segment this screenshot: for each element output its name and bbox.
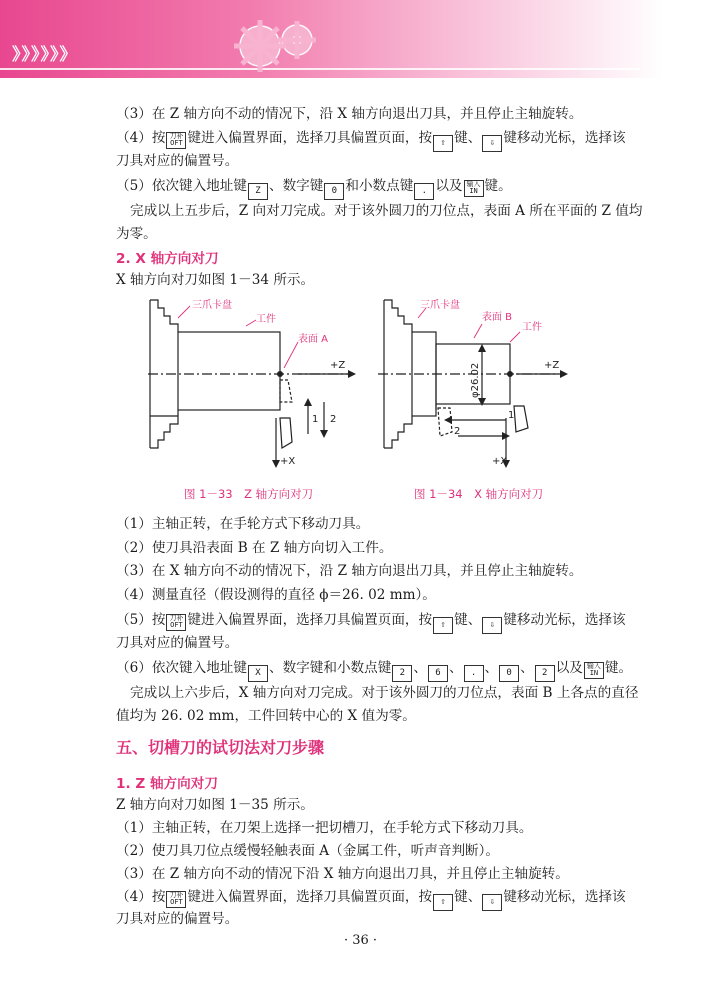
step-b5-part4: 键移动光标，选择该 (503, 612, 626, 628)
fig33-step2: 2 (330, 414, 337, 425)
x-address-key[interactable]: X (248, 665, 268, 682)
heading-x-axis: 2. X 轴方向对刀 (116, 251, 219, 267)
step-a4-part4: 键移动光标，选择该 (503, 130, 626, 146)
figure-1-33-caption: 图 1－33 Z 轴方向对刀 (184, 487, 314, 501)
page-header (0, 0, 721, 78)
zero-key[interactable]: 0 (324, 183, 344, 200)
fig33-label-surface: 表面 A (298, 334, 329, 345)
step-a5-part3: 和小数点键 (345, 178, 414, 194)
offset-key[interactable] (166, 891, 186, 908)
step-b5-part1: （5）按 (116, 612, 166, 628)
down-arrow-key[interactable]: ⇩ (482, 617, 502, 634)
offset-key-top: 刀补 (169, 614, 184, 622)
step-a4-part2: 键进入偏置界面，选择刀具偏置页面，按 (187, 130, 433, 146)
input-key-bottom: IN (469, 187, 478, 195)
fig34-diameter-label: φ26.02 (470, 362, 481, 398)
sep: 、 (484, 660, 499, 676)
step-b6-part3: 以及 (555, 660, 583, 676)
sep: 、 (448, 660, 463, 676)
input-key[interactable] (584, 662, 604, 679)
offset-key[interactable] (166, 132, 186, 149)
step-b5-part2: 键进入偏置界面，选择刀具偏置页面，按 (187, 612, 433, 628)
z-address-key[interactable]: Z (248, 183, 268, 200)
heading-z-axis: 1. Z 轴方向对刀 (116, 776, 218, 792)
up-arrow-key[interactable]: ⇧ (433, 894, 453, 911)
digit-2-key[interactable]: 2 (535, 665, 555, 682)
dot-key[interactable]: . (414, 183, 434, 200)
digit-6-key[interactable]: 6 (428, 665, 448, 682)
step-a4-part3: 键、 (454, 130, 482, 146)
section-5-title: 五、切槽刀的试切法对刀步骤 (116, 738, 325, 757)
step-b5-part3: 键、 (454, 612, 482, 628)
step-b5-cont: 刀具对应的偏置号。 (116, 635, 239, 651)
step-a5-part4: 以及 (435, 178, 463, 194)
fig33-label-workpiece: 工件 (256, 314, 276, 325)
step-c4-part2: 键进入偏置界面，选择刀具偏置页面，按 (187, 889, 433, 905)
input-key-bottom: IN (589, 669, 599, 677)
step-c4-part3: 键、 (454, 889, 482, 905)
offset-key[interactable] (166, 614, 186, 631)
fig34-label-surface: 表面 B (482, 312, 513, 323)
summary-a-line2: 为零。 (116, 226, 157, 242)
step-b1: （1）主轴正转，在手轮方式下移动刀具。 (116, 516, 370, 532)
input-key-top: 输入 (586, 662, 601, 670)
figure-1-34 (378, 298, 578, 470)
fig34-step2: 2 (454, 426, 461, 437)
step-b4: （4）测量直径（假设测得的直径 ϕ＝26. 02 mm）。 (116, 587, 436, 603)
fig34-axis-z: +Z (544, 360, 560, 371)
z-axis-intro: Z 轴方向对刀如图 1－35 所示。 (116, 797, 314, 813)
step-b6-part4: 键。 (604, 660, 633, 676)
step-c1: （1）主轴正转，在刀架上选择一把切槽刀，在手轮方式下移动刀具。 (116, 820, 533, 836)
summary-a-line1: 完成以上五步后，Z 向对刀完成。对于该外圆刀的刀位点，表面 A 所在平面的 Z 值均 (130, 203, 643, 219)
fig33-axis-z: +Z (330, 360, 346, 371)
offset-key-bottom: OFT (170, 139, 183, 147)
step-a5 (116, 176, 512, 200)
digit-2-key[interactable]: 2 (392, 665, 412, 682)
step-a4-part1: （4）按 (116, 130, 166, 146)
step-a5-part2: 、数字键 (269, 178, 324, 194)
step-b2: （2）使刀具沿表面 B 在 Z 轴方向切入工件。 (116, 540, 393, 556)
step-a4-cont: 刀具对应的偏置号。 (116, 153, 239, 169)
input-key[interactable] (464, 180, 484, 197)
step-a4 (116, 128, 626, 152)
step-c4-part1: （4）按 (116, 889, 166, 905)
offset-key-bottom: OFT (170, 621, 183, 629)
fig34-label-workpiece: 工件 (522, 322, 542, 333)
x-axis-intro: X 轴方向对刀如图 1－34 所示。 (116, 272, 315, 288)
step-a5-part5: 键。 (484, 178, 512, 194)
fig33-axis-x: +X (280, 456, 296, 467)
step-b3: （3）在 X 轴方向不动的情况下，沿 Z 轴方向退出刀具，并且停止主轴旋转。 (116, 563, 583, 579)
offset-key-bottom: OFT (170, 898, 183, 906)
step-c4 (116, 887, 626, 911)
figure-1-33 (148, 298, 360, 470)
step-b6-part2: 、数字键和小数点键 (269, 660, 392, 676)
sep: 、 (413, 660, 427, 676)
offset-key-top: 刀补 (169, 132, 184, 140)
summary-b-line2: 值均为 26. 02 mm，工件回转中心的 X 值为零。 (116, 708, 416, 724)
step-c4-cont: 刀具对应的偏置号。 (116, 911, 239, 927)
down-arrow-key[interactable]: ⇩ (482, 894, 502, 911)
chevron-decoration: 》》》》》》 (12, 45, 78, 65)
step-c4-part4: 键移动光标，选择该 (503, 889, 626, 905)
step-b5 (116, 610, 626, 634)
page-number: · 36 · (343, 933, 378, 948)
fig34-axis-x: +X (492, 456, 508, 467)
fig34-label-chuck: 三爪卡盘 (420, 300, 460, 311)
step-a5-part1: （5）依次键入地址键 (116, 178, 247, 194)
step-b6-part1: （6）依次键入地址键 (116, 660, 247, 676)
down-arrow-key[interactable]: ⇩ (482, 135, 502, 152)
summary-b-line1: 完成以上六步后，X 轴方向对刀完成。对于该外圆刀的刀位点，表面 B 上各点的直径 (130, 685, 639, 701)
fig34-step1: 1 (508, 410, 515, 421)
up-arrow-key[interactable]: ⇧ (433, 617, 453, 634)
step-c2: （2）使刀具刀位点缓慢轻触表面 A（金属工件，听声音判断）。 (116, 843, 500, 859)
figure-1-34-caption: 图 1－34 X 轴方向对刀 (414, 487, 544, 501)
input-key-top: 输入 (466, 180, 481, 188)
dot-key[interactable]: . (464, 665, 484, 682)
sep: 、 (520, 660, 534, 676)
fig33-step1: 1 (312, 414, 319, 425)
up-arrow-key[interactable]: ⇧ (433, 135, 453, 152)
zero-key[interactable]: 0 (499, 665, 519, 682)
step-b6 (116, 658, 632, 682)
fig33-label-chuck: 三爪卡盘 (192, 300, 232, 311)
step-a3: （3）在 Z 轴方向不动的情况下，沿 X 轴方向退出刀具，并且停止主轴旋转。 (116, 106, 583, 122)
offset-key-top: 刀补 (169, 891, 184, 899)
step-c3: （3）在 Z 轴方向不动的情况下沿 X 轴方向退出刀具，并且停止主轴旋转。 (116, 866, 569, 882)
gear-icon (225, 12, 335, 78)
